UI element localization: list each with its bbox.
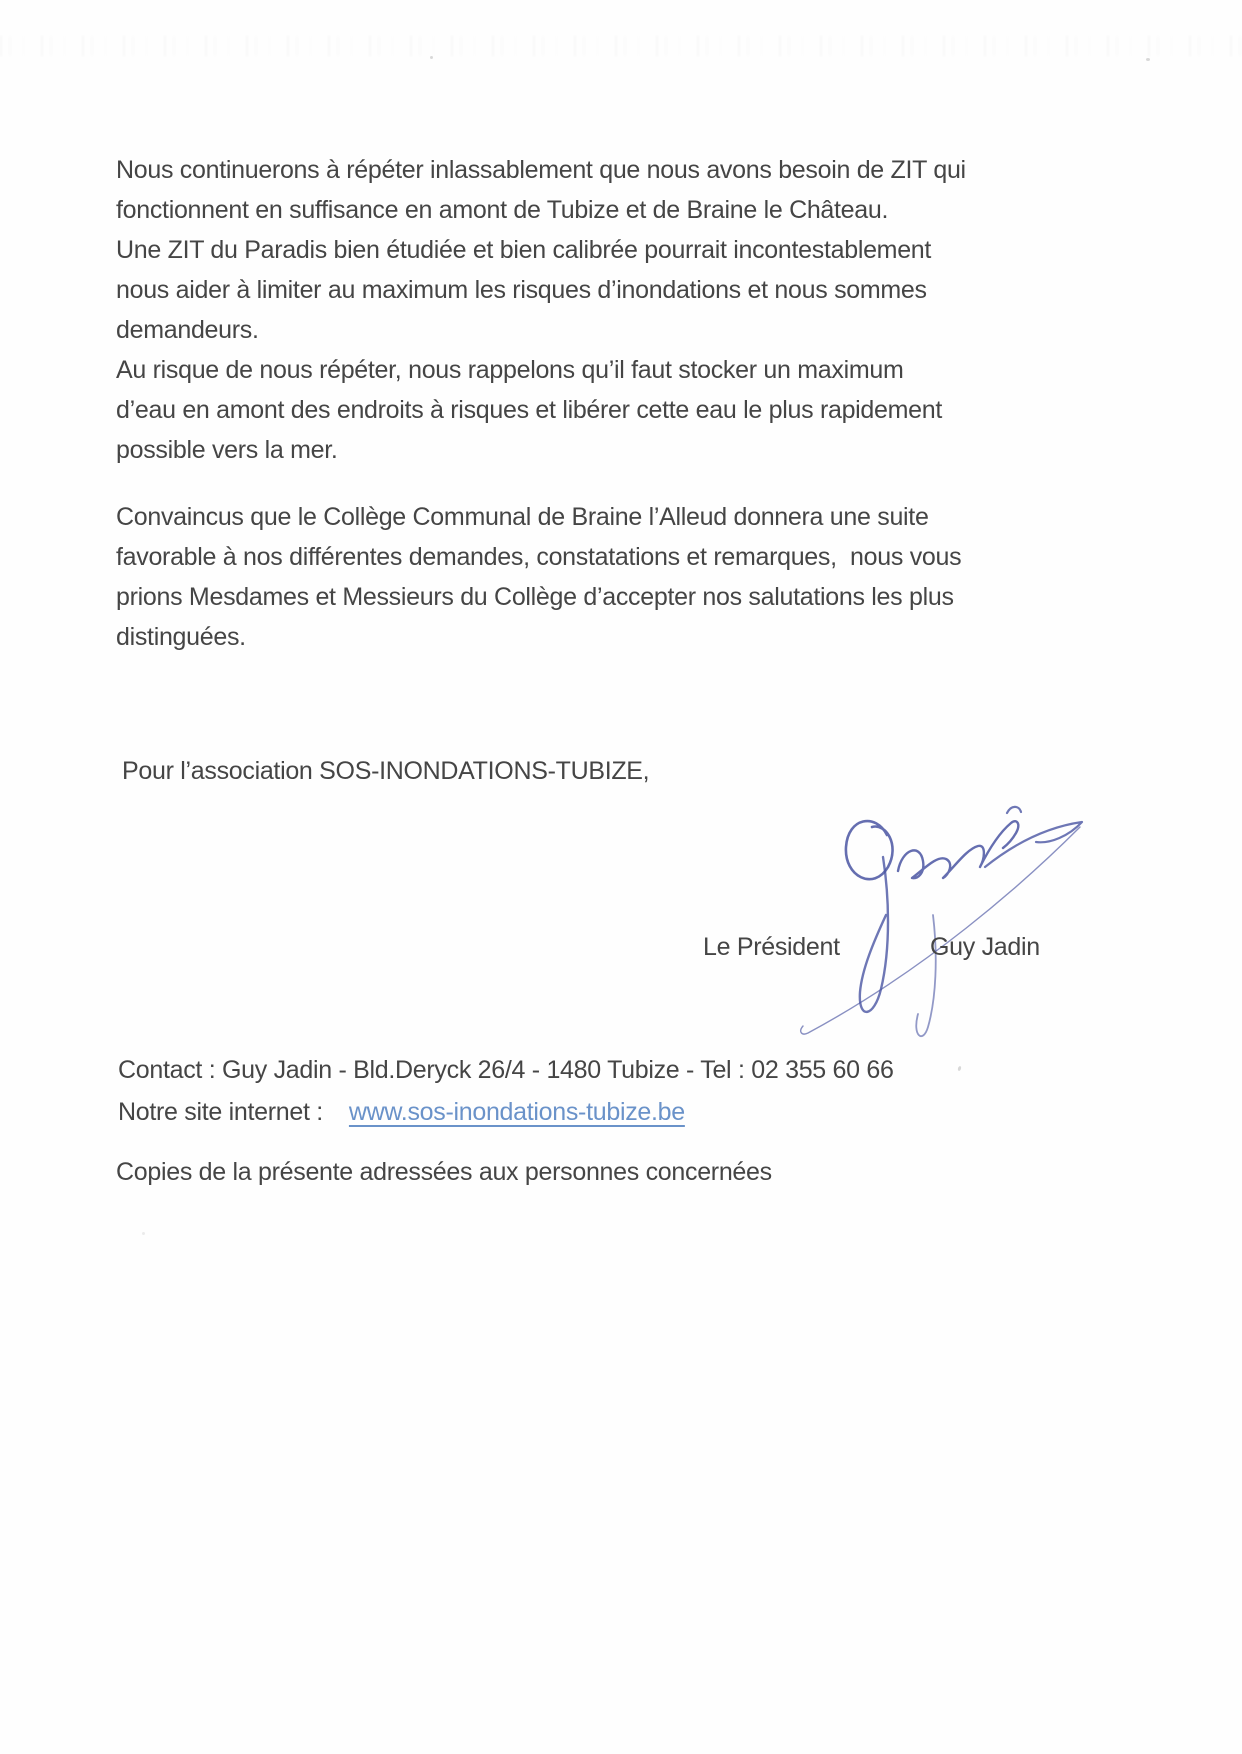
letter-line: demandeurs. (116, 316, 259, 344)
website-line (118, 1092, 685, 1132)
paragraph-1 (116, 150, 966, 470)
contact-line: Contact : Guy Jadin - Bld.Deryck 26/4 - 1480 Tubize - Tel : 02 355 60 66 (118, 1056, 894, 1084)
signature-role: Le Président (703, 933, 840, 961)
website-link[interactable]: www.sos-inondations-tubize.be (348, 1098, 685, 1126)
closing-line: Pour l’association SOS-INONDATIONS-TUBIZE, (122, 757, 650, 785)
scan-speck (957, 1066, 961, 1072)
letter-line: Convaincus que le Collège Communal de Braine l’Alleud donnera une suite (116, 503, 929, 531)
letter-line: distinguées. (116, 623, 246, 651)
copies-note: Copies de la présente adressées aux personnes concernées (116, 1158, 772, 1186)
scan-speck (142, 1232, 145, 1235)
letter-line: possible vers la mer. (116, 436, 338, 464)
letter-line: prions Mesdames et Messieurs du Collège d’accepter nos salutations les plus (116, 583, 954, 611)
letter-line: favorable à nos différentes demandes, constatations et remarques, nous vous (116, 543, 962, 571)
paragraph-2 (116, 497, 961, 657)
scan-noise-band (0, 36, 1242, 56)
scan-speck (1146, 58, 1150, 61)
letter-line: nous aider à limiter au maximum les risques d’inondations et nous sommes (116, 276, 927, 304)
signature-name: Guy Jadin (930, 933, 1040, 961)
letter-line: Nous continuerons à répéter inlassablement que nous avons besoin de ZIT qui (116, 156, 966, 184)
website-label: Notre site internet : (118, 1098, 323, 1126)
signature-handwriting (690, 715, 1100, 1050)
letter-line: d’eau en amont des endroits à risques et libérer cette eau le plus rapidement (116, 396, 943, 424)
scan-speck (430, 56, 433, 59)
letter-line: Une ZIT du Paradis bien étudiée et bien calibrée pourrait incontestablement (116, 236, 932, 264)
letter-line: Au risque de nous répéter, nous rappelons qu’il faut stocker un maximum (116, 356, 904, 384)
letter-line: fonctionnent en suffisance en amont de Tubize et de Braine le Château. (116, 196, 889, 224)
